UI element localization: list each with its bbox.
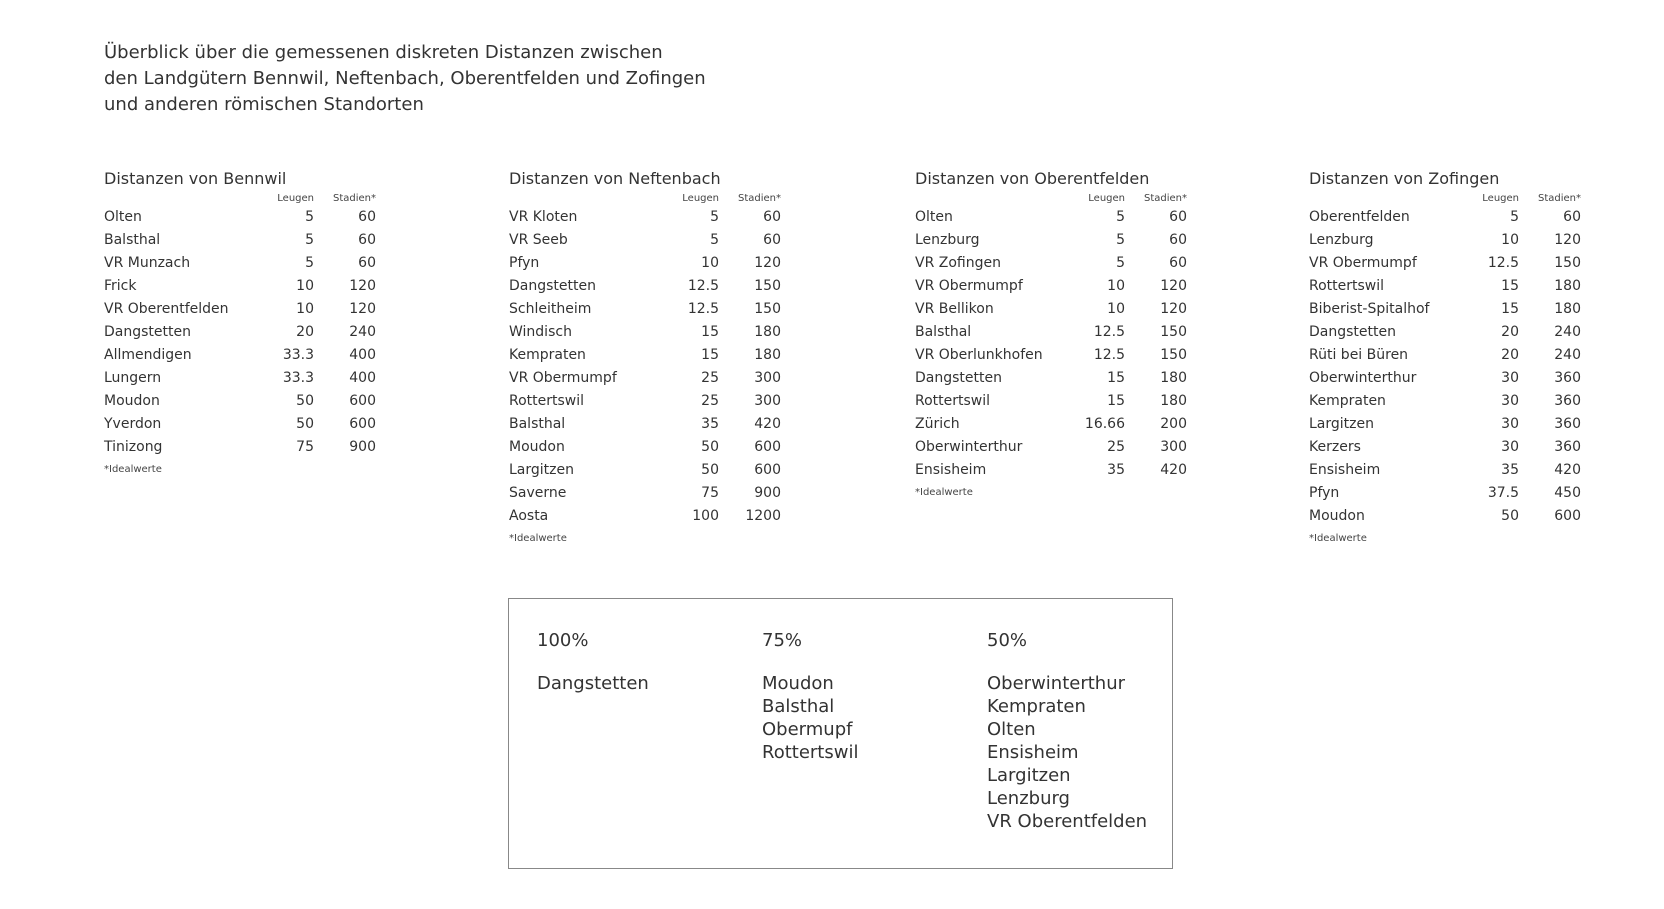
place-name: Yverdon — [104, 416, 162, 432]
stadien-value: 300 — [754, 370, 781, 386]
place-name: VR Munzach — [104, 255, 191, 271]
place-name: Schleitheim — [509, 301, 592, 317]
leugen-value: 35 — [701, 416, 719, 432]
stadien-value: 450 — [1554, 485, 1581, 501]
footnote: *Idealwerte — [1309, 533, 1367, 544]
place-name: Aosta — [509, 508, 549, 524]
stadien-value: 180 — [1160, 370, 1187, 386]
header-stadien: Stadien* — [1143, 193, 1187, 204]
table-row — [915, 436, 1187, 459]
stadien-value: 60 — [1169, 209, 1187, 225]
place-name: Ensisheim — [1309, 462, 1381, 478]
leugen-value: 30 — [1501, 393, 1519, 409]
stadien-value: 240 — [1554, 324, 1581, 340]
table-row — [509, 344, 781, 367]
table-header-row — [104, 192, 376, 206]
stadien-value: 900 — [349, 439, 376, 455]
place-name: VR Obermumpf — [509, 370, 617, 386]
leugen-value: 12.5 — [687, 301, 719, 317]
table-row — [1309, 252, 1581, 275]
table-row — [104, 344, 376, 367]
place-name: Rottertswil — [1309, 278, 1385, 294]
table-row — [104, 298, 376, 321]
table-header-row — [509, 192, 781, 206]
place-name: Olten — [915, 209, 953, 225]
leugen-value: 5 — [305, 209, 314, 225]
header-leugen: Leugen — [1088, 193, 1125, 204]
table-row — [1309, 298, 1581, 321]
table-row — [1309, 206, 1581, 229]
distance-table-zofingen — [1309, 168, 1581, 546]
stadien-value: 400 — [349, 370, 376, 386]
place-name: Moudon — [104, 393, 160, 409]
table-row — [509, 459, 781, 482]
place-name: VR Bellikon — [915, 301, 994, 317]
leugen-value: 25 — [701, 370, 719, 386]
stadien-value: 180 — [1160, 393, 1187, 409]
place-name: Rottertswil — [915, 393, 991, 409]
table-row — [104, 321, 376, 344]
leugen-value: 12.5 — [1093, 324, 1125, 340]
place-name: Moudon — [1309, 508, 1365, 524]
stadien-value: 360 — [1554, 393, 1581, 409]
table-row — [509, 298, 781, 321]
header-leugen: Leugen — [682, 193, 719, 204]
table-row — [509, 321, 781, 344]
place-name: Largitzen — [1309, 416, 1374, 432]
place-name: Balsthal — [509, 416, 566, 432]
stadien-value: 150 — [754, 301, 781, 317]
place-name: Olten — [104, 209, 142, 225]
table-row — [915, 459, 1187, 482]
place-name: Oberwinterthur — [1309, 370, 1417, 386]
stadien-value: 420 — [1160, 462, 1187, 478]
table-row — [1309, 321, 1581, 344]
table-heading: Distanzen von Oberentfelden — [915, 169, 1150, 188]
stadien-value: 120 — [349, 301, 376, 317]
leugen-value: 16.66 — [1084, 416, 1125, 432]
leugen-value: 20 — [296, 324, 314, 340]
leugen-value: 5 — [1116, 232, 1125, 248]
summary-place: Kempraten — [987, 696, 1086, 717]
title-line-3: und anderen römischen Standorten — [104, 94, 424, 115]
title-line-2: den Landgütern Bennwil, Neftenbach, Oberentfelden und Zofingen — [104, 68, 706, 89]
place-name: Tinizong — [104, 439, 163, 455]
table-row — [509, 505, 781, 528]
stadien-value: 600 — [1554, 508, 1581, 524]
table-row — [1309, 229, 1581, 252]
stadien-value: 300 — [754, 393, 781, 409]
stadien-value: 400 — [349, 347, 376, 363]
stadien-value: 240 — [1554, 347, 1581, 363]
leugen-value: 75 — [296, 439, 314, 455]
distance-table-oberentfelden — [915, 168, 1187, 500]
header-name-cell — [1309, 192, 1469, 206]
table-row — [915, 229, 1187, 252]
place-name: VR Obermumpf — [915, 278, 1023, 294]
leugen-value: 30 — [1501, 416, 1519, 432]
table-row — [915, 367, 1187, 390]
place-name: Dangstetten — [104, 324, 191, 340]
table-row — [915, 252, 1187, 275]
place-name: Frick — [104, 278, 137, 294]
table-row — [1309, 390, 1581, 413]
header-name-cell — [915, 192, 1075, 206]
table-row — [509, 413, 781, 436]
table-row — [509, 252, 781, 275]
table-row — [915, 298, 1187, 321]
stadien-value: 180 — [754, 347, 781, 363]
stadien-value: 420 — [1554, 462, 1581, 478]
leugen-value: 5 — [1116, 209, 1125, 225]
leugen-value: 50 — [1501, 508, 1519, 524]
leugen-value: 50 — [701, 462, 719, 478]
table-row — [509, 206, 781, 229]
place-name: Lenzburg — [915, 232, 980, 248]
table-row — [1309, 344, 1581, 367]
leugen-value: 50 — [296, 416, 314, 432]
leugen-value: 10 — [1501, 232, 1519, 248]
stadien-value: 1200 — [745, 508, 781, 524]
stadien-value: 420 — [754, 416, 781, 432]
place-name: Kempraten — [509, 347, 586, 363]
place-name: Biberist-Spitalhof — [1309, 301, 1430, 317]
summary-column-50 — [987, 629, 1147, 833]
stadien-value: 120 — [349, 278, 376, 294]
leugen-value: 50 — [701, 439, 719, 455]
distance-table — [1309, 192, 1581, 528]
leugen-value: 20 — [1501, 347, 1519, 363]
leugen-value: 5 — [305, 232, 314, 248]
leugen-value: 15 — [701, 324, 719, 340]
place-name: Balsthal — [104, 232, 161, 248]
leugen-value: 5 — [1116, 255, 1125, 271]
table-row — [104, 275, 376, 298]
summary-place: Dangstetten — [537, 673, 649, 694]
place-name: VR Oberlunkhofen — [915, 347, 1043, 363]
leugen-value: 25 — [701, 393, 719, 409]
table-heading: Distanzen von Neftenbach — [509, 169, 721, 188]
leugen-value: 15 — [701, 347, 719, 363]
summary-percent: 75% — [762, 630, 803, 651]
stadien-value: 360 — [1554, 416, 1581, 432]
header-stadien: Stadien* — [737, 193, 781, 204]
stadien-value: 60 — [1169, 232, 1187, 248]
leugen-value: 10 — [296, 278, 314, 294]
stadien-value: 60 — [1169, 255, 1187, 271]
table-row — [915, 206, 1187, 229]
table-row — [104, 206, 376, 229]
table-row — [104, 229, 376, 252]
place-name: Kempraten — [1309, 393, 1386, 409]
place-name: Lenzburg — [1309, 232, 1374, 248]
table-row — [915, 413, 1187, 436]
table-row — [509, 482, 781, 505]
place-name: Rüti bei Büren — [1309, 347, 1409, 363]
table-row — [915, 344, 1187, 367]
summary-percent: 50% — [987, 630, 1028, 651]
stadien-value: 60 — [358, 209, 376, 225]
leugen-value: 5 — [1510, 209, 1519, 225]
table-row — [104, 367, 376, 390]
leugen-value: 75 — [701, 485, 719, 501]
page-title — [104, 40, 706, 118]
summary-place: Moudon — [762, 673, 834, 694]
stadien-value: 150 — [1160, 347, 1187, 363]
stadien-value: 600 — [349, 393, 376, 409]
table-row — [1309, 413, 1581, 436]
place-name: Allmendigen — [104, 347, 192, 363]
leugen-value: 10 — [701, 255, 719, 271]
stadien-value: 120 — [1160, 301, 1187, 317]
table-row — [509, 390, 781, 413]
stadien-value: 180 — [754, 324, 781, 340]
place-name: Moudon — [509, 439, 565, 455]
leugen-value: 15 — [1501, 278, 1519, 294]
leugen-value: 33.3 — [282, 370, 314, 386]
leugen-value: 100 — [692, 508, 719, 524]
distance-table — [915, 192, 1187, 482]
leugen-value: 5 — [710, 209, 719, 225]
table-row — [509, 436, 781, 459]
stadien-value: 120 — [1160, 278, 1187, 294]
summary-box — [508, 598, 1173, 869]
leugen-value: 15 — [1107, 393, 1125, 409]
stadien-value: 360 — [1554, 370, 1581, 386]
stadien-value: 180 — [1554, 301, 1581, 317]
table-row — [915, 321, 1187, 344]
header-stadien: Stadien* — [1537, 193, 1581, 204]
summary-place: Balsthal — [762, 696, 835, 717]
leugen-value: 37.5 — [1487, 485, 1519, 501]
place-name: VR Zofingen — [915, 255, 1001, 271]
place-name: Largitzen — [509, 462, 574, 478]
leugen-value: 12.5 — [1487, 255, 1519, 271]
place-name: Oberwinterthur — [915, 439, 1023, 455]
leugen-value: 35 — [1107, 462, 1125, 478]
place-name: Balsthal — [915, 324, 972, 340]
table-row — [104, 252, 376, 275]
stadien-value: 60 — [763, 209, 781, 225]
summary-place: Largitzen — [987, 765, 1071, 786]
summary-place: Lenzburg — [987, 788, 1070, 809]
summary-column-100 — [537, 629, 649, 695]
summary-place: Rottertswil — [762, 742, 859, 763]
table-row — [1309, 459, 1581, 482]
header-stadien: Stadien* — [332, 193, 376, 204]
leugen-value: 30 — [1501, 370, 1519, 386]
table-row — [1309, 482, 1581, 505]
table-row — [104, 390, 376, 413]
stadien-value: 180 — [1554, 278, 1581, 294]
leugen-value: 20 — [1501, 324, 1519, 340]
stadien-value: 60 — [763, 232, 781, 248]
place-name: VR Obermumpf — [1309, 255, 1417, 271]
place-name: Kerzers — [1309, 439, 1361, 455]
stadien-value: 600 — [349, 416, 376, 432]
stadien-value: 360 — [1554, 439, 1581, 455]
summary-column-75 — [762, 629, 858, 764]
stadien-value: 150 — [1160, 324, 1187, 340]
header-leugen: Leugen — [277, 193, 314, 204]
summary-place: Ensisheim — [987, 742, 1079, 763]
leugen-value: 5 — [305, 255, 314, 271]
stadien-value: 60 — [1563, 209, 1581, 225]
place-name: Pfyn — [1309, 485, 1340, 501]
footnote: *Idealwerte — [104, 464, 162, 475]
place-name: Zürich — [915, 416, 960, 432]
stadien-value: 150 — [754, 278, 781, 294]
leugen-value: 10 — [1107, 301, 1125, 317]
leugen-value: 25 — [1107, 439, 1125, 455]
distance-table — [509, 192, 781, 528]
title-line-1: Überblick über die gemessenen diskreten Distanzen zwischen — [104, 42, 663, 63]
table-heading: Distanzen von Bennwil — [104, 169, 287, 188]
stadien-value: 150 — [1554, 255, 1581, 271]
table-row — [1309, 505, 1581, 528]
stadien-value: 200 — [1160, 416, 1187, 432]
table-row — [1309, 275, 1581, 298]
leugen-value: 33.3 — [282, 347, 314, 363]
leugen-value: 35 — [1501, 462, 1519, 478]
stadien-value: 60 — [358, 232, 376, 248]
table-header-row — [915, 192, 1187, 206]
table-row — [915, 275, 1187, 298]
stadien-value: 600 — [754, 439, 781, 455]
place-name: Dangstetten — [509, 278, 596, 294]
place-name: Ensisheim — [915, 462, 987, 478]
table-row — [1309, 367, 1581, 390]
summary-place: Olten — [987, 719, 1036, 740]
table-row — [915, 390, 1187, 413]
header-name-cell — [509, 192, 669, 206]
place-name: VR Seeb — [509, 232, 568, 248]
stadien-value: 300 — [1160, 439, 1187, 455]
leugen-value: 50 — [296, 393, 314, 409]
stadien-value: 600 — [754, 462, 781, 478]
summary-place: Obermupf — [762, 719, 853, 740]
leugen-value: 5 — [710, 232, 719, 248]
header-name-cell — [104, 192, 264, 206]
leugen-value: 10 — [296, 301, 314, 317]
place-name: Lungern — [104, 370, 162, 386]
leugen-value: 15 — [1107, 370, 1125, 386]
place-name: Oberentfelden — [1309, 209, 1410, 225]
table-heading: Distanzen von Zofingen — [1309, 169, 1500, 188]
place-name: Dangstetten — [915, 370, 1002, 386]
place-name: Rottertswil — [509, 393, 585, 409]
summary-percent: 100% — [537, 630, 589, 651]
summary-place: Oberwinterthur — [987, 673, 1126, 694]
table-row — [509, 367, 781, 390]
distance-table-neftenbach — [509, 168, 781, 546]
place-name: Saverne — [509, 485, 567, 501]
stadien-value: 120 — [754, 255, 781, 271]
stadien-value: 60 — [358, 255, 376, 271]
summary-place: VR Oberentfelden — [987, 811, 1148, 832]
table-row — [1309, 436, 1581, 459]
stadien-value: 240 — [349, 324, 376, 340]
place-name: Windisch — [509, 324, 572, 340]
table-row — [509, 275, 781, 298]
leugen-value: 12.5 — [1093, 347, 1125, 363]
leugen-value: 12.5 — [687, 278, 719, 294]
footnote: *Idealwerte — [915, 487, 973, 498]
place-name: VR Oberentfelden — [104, 301, 229, 317]
table-row — [104, 413, 376, 436]
distance-table — [104, 192, 376, 459]
place-name: Pfyn — [509, 255, 540, 271]
stadien-value: 120 — [1554, 232, 1581, 248]
footnote: *Idealwerte — [509, 533, 567, 544]
leugen-value: 15 — [1501, 301, 1519, 317]
place-name: Dangstetten — [1309, 324, 1396, 340]
distance-table-bennwil — [104, 168, 376, 477]
header-leugen: Leugen — [1482, 193, 1519, 204]
table-header-row — [1309, 192, 1581, 206]
place-name: VR Kloten — [509, 209, 578, 225]
leugen-value: 10 — [1107, 278, 1125, 294]
leugen-value: 30 — [1501, 439, 1519, 455]
table-row — [104, 436, 376, 459]
table-row — [509, 229, 781, 252]
stadien-value: 900 — [754, 485, 781, 501]
